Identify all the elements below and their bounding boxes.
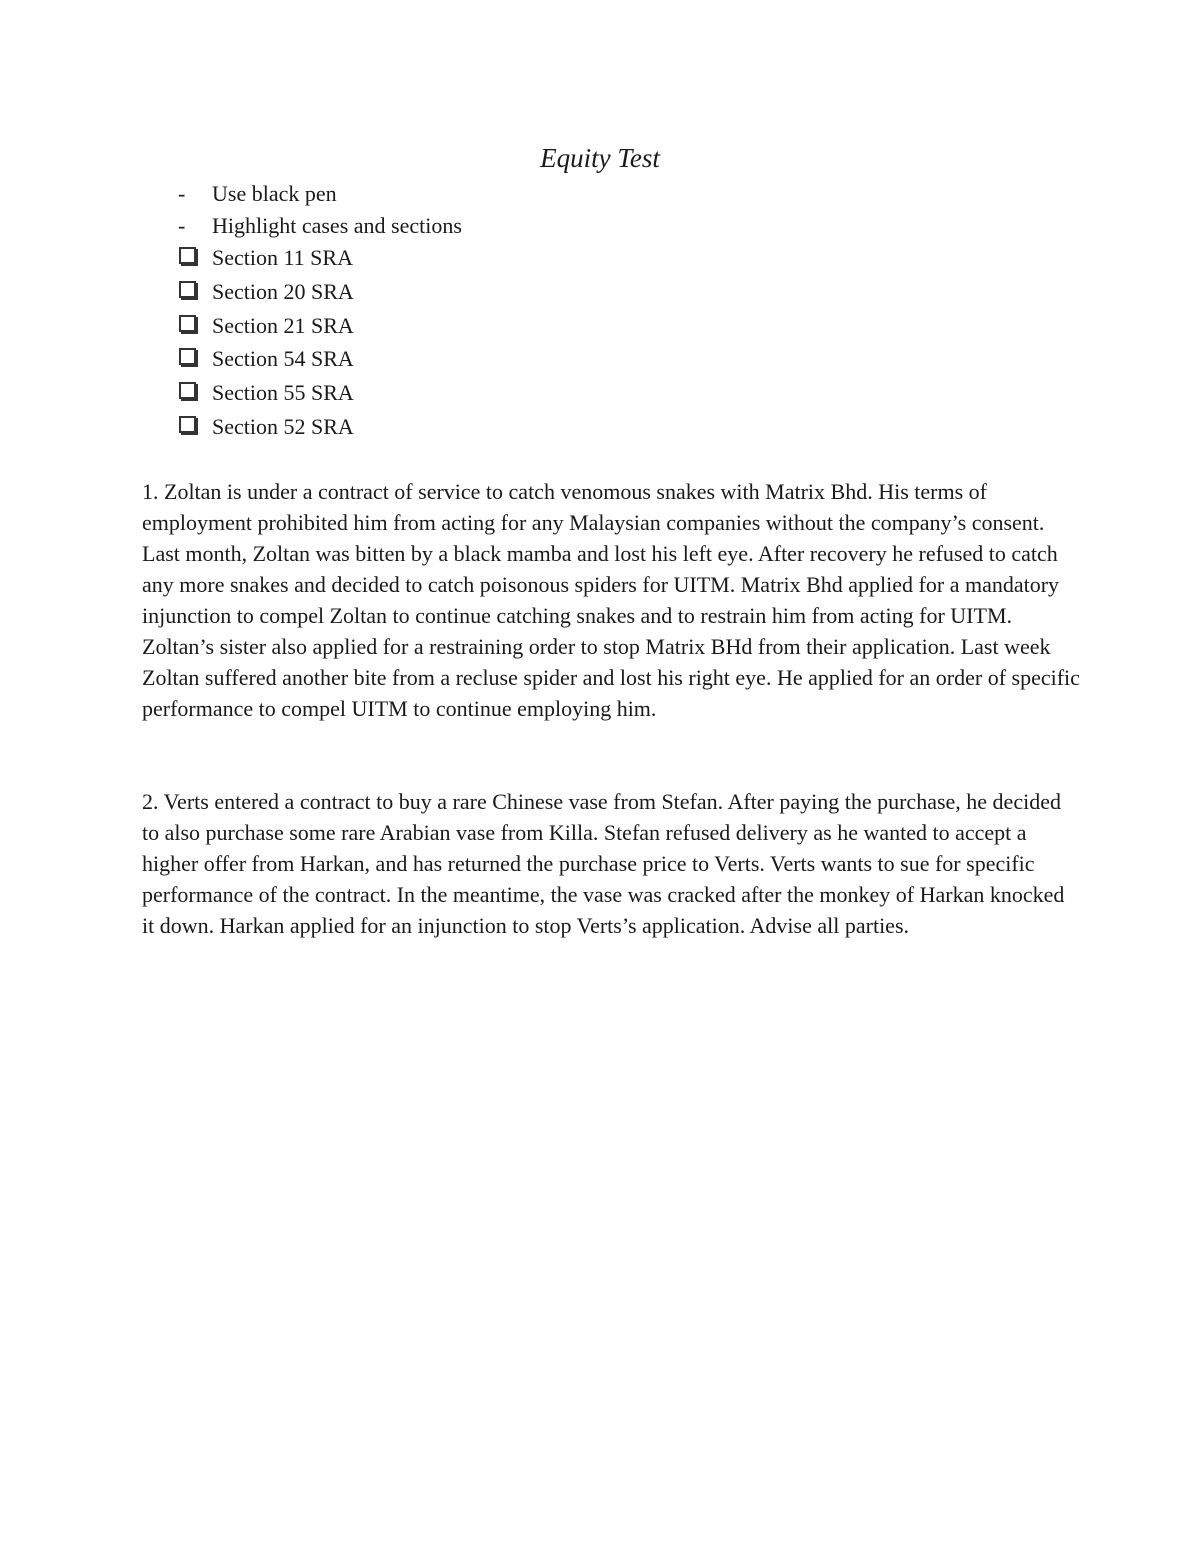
checklist-item bbox=[176, 342, 462, 376]
instruction-text: Highlight cases and sections bbox=[212, 212, 462, 238]
list-item bbox=[176, 178, 462, 210]
list-item bbox=[176, 210, 462, 242]
checklist-item bbox=[176, 275, 462, 309]
checkbox-icon bbox=[179, 382, 196, 399]
instruction-list bbox=[176, 178, 462, 444]
checkbox-icon bbox=[179, 281, 196, 298]
checklist-text: Section 55 SRA bbox=[212, 380, 354, 406]
checklist-text: Section 20 SRA bbox=[212, 278, 354, 304]
checklist-text: Section 21 SRA bbox=[212, 312, 354, 338]
checklist-text: Section 11 SRA bbox=[212, 245, 353, 270]
checklist-text: Section 52 SRA bbox=[212, 413, 354, 439]
checklist-item bbox=[176, 241, 462, 275]
checkbox-icon bbox=[179, 348, 196, 365]
dash-bullet: - bbox=[178, 181, 186, 206]
checklist-item bbox=[176, 309, 462, 343]
checklist-item bbox=[176, 410, 462, 444]
question-1: 1. Zoltan is under a contract of service to catch venomous snakes with Matrix Bhd. His terms of employment prohibited him from acting for any Malaysian companies without the company’s consent. Last month, Zoltan was bitten by a black mamba and lost his left eye. After recovery he refused to catch any more snakes and decided to catch poisonous spiders for UITM. Matrix Bhd applied for a mandatory injunction to compel Zoltan to continue catching snakes and to restrain him from acting for UITM. Zoltan’s sister also applied for a restraining order to stop Matrix BHd from their application. Last week Zoltan suffered another bite from a recluse spider and lost his right eye. He applied for an order of specific performance to compel UITM to continue employing him. bbox=[142, 479, 1080, 721]
checklist-item bbox=[176, 376, 462, 410]
checkbox-icon bbox=[179, 247, 196, 264]
question-2: 2. Verts entered a contract to buy a rare Chinese vase from Stefan. After paying the purchase, he decided to also purchase some rare Arabian vase from Killa. Stefan refused delivery as he wanted to accept a higher offer from Harkan, and has returned the purchase price to Verts. Verts wants to sue for specific performance of the contract. In the meantime, the vase was cracked after the monkey of Harkan knocked it down. Harkan applied for an injunction to stop Verts’s application. Advise all parties. bbox=[142, 789, 1065, 938]
page-title: Equity Test bbox=[540, 143, 660, 173]
checklist-text: Section 54 SRA bbox=[212, 346, 354, 372]
checkbox-icon bbox=[179, 315, 196, 332]
checkbox-icon bbox=[179, 416, 196, 433]
dash-bullet: - bbox=[178, 212, 186, 238]
instruction-text: Use black pen bbox=[212, 181, 337, 206]
